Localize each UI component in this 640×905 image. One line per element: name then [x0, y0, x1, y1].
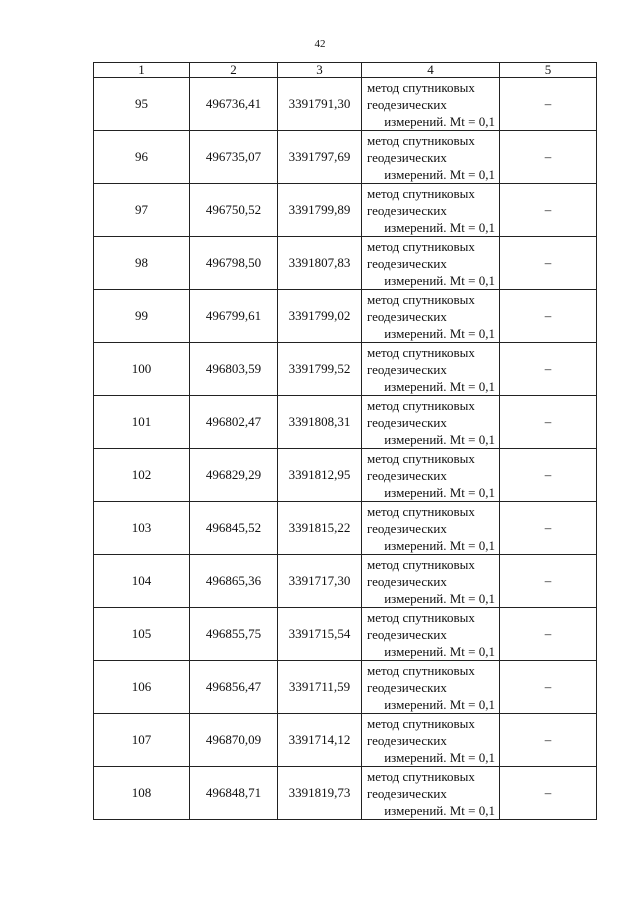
- y-coordinate-cell: 3391819,73: [278, 767, 362, 820]
- x-coordinate-cell: 496750,52: [190, 184, 278, 237]
- table-row: [94, 290, 597, 343]
- y-coordinate-cell: 3391711,59: [278, 661, 362, 714]
- table-row: [94, 237, 597, 290]
- method-line: геодезических: [367, 414, 447, 430]
- method-line: измерений. Mt = 0,1: [384, 696, 495, 712]
- note-cell: –: [500, 184, 597, 237]
- y-coordinate-cell: 3391815,22: [278, 502, 362, 555]
- x-coordinate-cell: 496829,29: [190, 449, 278, 502]
- column-header-3: 3: [278, 63, 362, 78]
- column-header-1: 1: [94, 63, 190, 78]
- method-cell: [362, 237, 500, 290]
- method-cell: [362, 449, 500, 502]
- method-line: геодезических: [367, 202, 447, 218]
- note-cell: –: [500, 608, 597, 661]
- method-cell: [362, 555, 500, 608]
- y-coordinate-cell: 3391807,83: [278, 237, 362, 290]
- method-cell: [362, 131, 500, 184]
- method-line: измерений. Mt = 0,1: [384, 378, 495, 394]
- method-line: измерений. Mt = 0,1: [384, 219, 495, 235]
- method-line: метод спутниковых: [367, 503, 475, 519]
- method-line: метод спутниковых: [367, 397, 475, 413]
- method-line: метод спутниковых: [367, 344, 475, 360]
- point-number-cell: 104: [94, 555, 190, 608]
- table-row: [94, 555, 597, 608]
- point-number-cell: 98: [94, 237, 190, 290]
- note-cell: –: [500, 343, 597, 396]
- y-coordinate-cell: 3391791,30: [278, 78, 362, 131]
- method-line: метод спутниковых: [367, 556, 475, 572]
- method-cell: [362, 290, 500, 343]
- note-cell: –: [500, 661, 597, 714]
- note-cell: –: [500, 555, 597, 608]
- table-row: [94, 343, 597, 396]
- method-line: измерений. Mt = 0,1: [384, 484, 495, 500]
- method-cell: [362, 714, 500, 767]
- table-row: [94, 714, 597, 767]
- point-number-cell: 108: [94, 767, 190, 820]
- page-number: 42: [314, 38, 326, 50]
- y-coordinate-cell: 3391799,02: [278, 290, 362, 343]
- x-coordinate-cell: 496845,52: [190, 502, 278, 555]
- table-row: [94, 608, 597, 661]
- method-line: геодезических: [367, 308, 447, 324]
- method-line: измерений. Mt = 0,1: [384, 590, 495, 606]
- note-cell: –: [500, 714, 597, 767]
- method-line: геодезических: [367, 679, 447, 695]
- method-line: метод спутниковых: [367, 450, 475, 466]
- method-line: измерений. Mt = 0,1: [384, 325, 495, 341]
- point-number-cell: 101: [94, 396, 190, 449]
- table-row: [94, 78, 597, 131]
- x-coordinate-cell: 496865,36: [190, 555, 278, 608]
- point-number-cell: 97: [94, 184, 190, 237]
- table-row: [94, 661, 597, 714]
- note-cell: –: [500, 502, 597, 555]
- x-coordinate-cell: 496848,71: [190, 767, 278, 820]
- method-line: геодезических: [367, 467, 447, 483]
- point-number-cell: 102: [94, 449, 190, 502]
- x-coordinate-cell: 496856,47: [190, 661, 278, 714]
- method-line: метод спутниковых: [367, 185, 475, 201]
- method-cell: [362, 502, 500, 555]
- point-number-cell: 105: [94, 608, 190, 661]
- column-header-4: 4: [362, 63, 500, 78]
- table-row: [94, 184, 597, 237]
- method-line: геодезических: [367, 255, 447, 271]
- method-line: геодезических: [367, 520, 447, 536]
- coordinates-table: [93, 62, 597, 820]
- method-line: измерений. Mt = 0,1: [384, 643, 495, 659]
- method-line: метод спутниковых: [367, 609, 475, 625]
- method-cell: [362, 396, 500, 449]
- method-cell: [362, 184, 500, 237]
- x-coordinate-cell: 496736,41: [190, 78, 278, 131]
- table-row: [94, 396, 597, 449]
- note-cell: –: [500, 290, 597, 343]
- x-coordinate-cell: 496799,61: [190, 290, 278, 343]
- header-row: [94, 63, 597, 78]
- y-coordinate-cell: 3391717,30: [278, 555, 362, 608]
- note-cell: –: [500, 131, 597, 184]
- method-line: измерений. Mt = 0,1: [384, 166, 495, 182]
- note-cell: –: [500, 396, 597, 449]
- point-number-cell: 99: [94, 290, 190, 343]
- method-line: геодезических: [367, 785, 447, 801]
- method-line: геодезических: [367, 361, 447, 377]
- method-line: метод спутниковых: [367, 238, 475, 254]
- table-body: [94, 78, 597, 820]
- method-cell: [362, 767, 500, 820]
- point-number-cell: 103: [94, 502, 190, 555]
- x-coordinate-cell: 496803,59: [190, 343, 278, 396]
- column-header-2: 2: [190, 63, 278, 78]
- method-line: измерений. Mt = 0,1: [384, 749, 495, 765]
- method-line: метод спутниковых: [367, 79, 475, 95]
- point-number-cell: 100: [94, 343, 190, 396]
- method-line: метод спутниковых: [367, 768, 475, 784]
- y-coordinate-cell: 3391797,69: [278, 131, 362, 184]
- method-cell: [362, 608, 500, 661]
- x-coordinate-cell: 496802,47: [190, 396, 278, 449]
- method-line: измерений. Mt = 0,1: [384, 113, 495, 129]
- method-line: измерений. Mt = 0,1: [384, 537, 495, 553]
- x-coordinate-cell: 496855,75: [190, 608, 278, 661]
- method-line: метод спутниковых: [367, 132, 475, 148]
- table-row: [94, 131, 597, 184]
- point-number-cell: 106: [94, 661, 190, 714]
- method-line: метод спутниковых: [367, 715, 475, 731]
- method-line: геодезических: [367, 573, 447, 589]
- method-line: геодезических: [367, 626, 447, 642]
- y-coordinate-cell: 3391799,52: [278, 343, 362, 396]
- method-line: геодезических: [367, 732, 447, 748]
- point-number-cell: 107: [94, 714, 190, 767]
- point-number-cell: 96: [94, 131, 190, 184]
- table-row: [94, 767, 597, 820]
- point-number-cell: 95: [94, 78, 190, 131]
- note-cell: –: [500, 78, 597, 131]
- y-coordinate-cell: 3391812,95: [278, 449, 362, 502]
- x-coordinate-cell: 496735,07: [190, 131, 278, 184]
- x-coordinate-cell: 496798,50: [190, 237, 278, 290]
- method-line: метод спутниковых: [367, 291, 475, 307]
- y-coordinate-cell: 3391715,54: [278, 608, 362, 661]
- y-coordinate-cell: 3391714,12: [278, 714, 362, 767]
- method-line: измерений. Mt = 0,1: [384, 272, 495, 288]
- note-cell: –: [500, 449, 597, 502]
- column-header-5: 5: [500, 63, 597, 78]
- y-coordinate-cell: 3391808,31: [278, 396, 362, 449]
- note-cell: –: [500, 237, 597, 290]
- y-coordinate-cell: 3391799,89: [278, 184, 362, 237]
- table-row: [94, 449, 597, 502]
- method-line: измерений. Mt = 0,1: [384, 802, 495, 818]
- method-line: измерений. Mt = 0,1: [384, 431, 495, 447]
- method-cell: [362, 78, 500, 131]
- note-cell: –: [500, 767, 597, 820]
- table-row: [94, 502, 597, 555]
- x-coordinate-cell: 496870,09: [190, 714, 278, 767]
- method-cell: [362, 343, 500, 396]
- method-line: геодезических: [367, 149, 447, 165]
- method-cell: [362, 661, 500, 714]
- method-line: геодезических: [367, 96, 447, 112]
- method-line: метод спутниковых: [367, 662, 475, 678]
